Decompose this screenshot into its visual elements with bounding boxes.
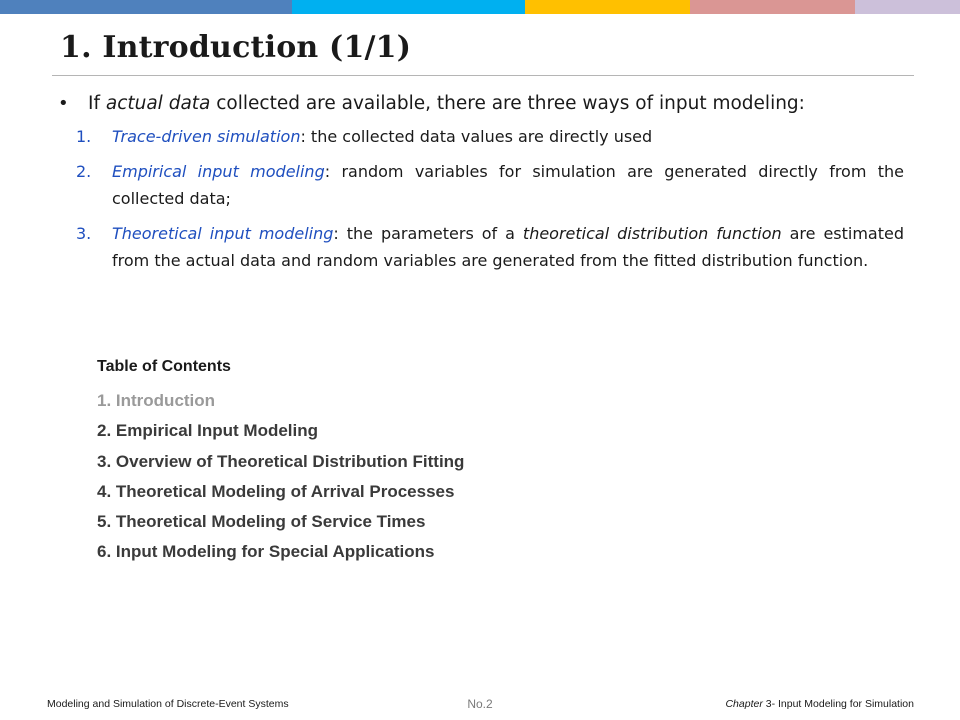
list-item-desc-a: : random variables for simulation are generated directly from the collected data;	[112, 162, 905, 208]
list-item-term: Trace-driven simulation	[112, 127, 301, 146]
toc-heading: Table of Contents	[97, 358, 231, 375]
intro-sentence	[88, 93, 805, 114]
input-modeling-ways-list	[76, 123, 904, 282]
footer-chapter-title: 3- Input Modeling for Simulation	[762, 698, 914, 710]
top-bar-segment-1	[0, 0, 292, 14]
list-item-desc-c: are estimated from the actual data and random variables are generated from the fitted distribution function.	[112, 224, 905, 270]
title-divider	[52, 75, 914, 76]
toc-item-distribution-fitting[interactable]: 3. Overview of Theoretical Distribution Fitting	[97, 451, 465, 471]
intro-before: If	[88, 93, 106, 114]
top-bar-segment-4	[690, 0, 855, 14]
top-bar-segment-2	[292, 0, 525, 14]
top-color-bar	[0, 0, 960, 14]
list-item-text	[112, 123, 904, 150]
bullet-icon: •	[58, 93, 69, 114]
footer-page-number: No.2	[467, 697, 493, 711]
toc-item-empirical[interactable]: 2. Empirical Input Modeling	[97, 421, 319, 441]
toc-item-special-applications[interactable]: 6. Input Modeling for Special Applications	[97, 542, 435, 562]
slide-title: 1. Introduction (1/1)	[60, 30, 412, 65]
list-item-number: 2.	[76, 162, 92, 181]
top-bar-segment-5	[855, 0, 960, 14]
list-item-desc-b: theoretical distribution function	[522, 224, 782, 243]
list-item-number: 3.	[76, 224, 92, 243]
toc-item-arrival-processes[interactable]: 4. Theoretical Modeling of Arrival Processes	[97, 481, 455, 501]
list-item	[76, 220, 904, 274]
list-item-number: 1.	[76, 127, 92, 146]
list-item-desc-a: : the parameters of a	[333, 224, 523, 243]
list-item	[76, 158, 904, 212]
toc-item-introduction[interactable]: 1. Introduction	[97, 391, 216, 410]
intro-emphasis: actual data	[105, 93, 211, 114]
footer-course-title: Modeling and Simulation of Discrete-Event Systems	[47, 698, 289, 710]
list-item	[76, 123, 904, 150]
footer-chapter-label: Chapter	[725, 698, 763, 710]
list-item-term: Theoretical input modeling	[112, 224, 334, 243]
footer-chapter	[725, 698, 914, 710]
table-of-contents	[97, 390, 464, 572]
list-item-text	[112, 220, 904, 274]
list-item-term: Empirical input modeling	[112, 162, 325, 181]
list-item-text	[112, 158, 904, 212]
top-bar-segment-3	[525, 0, 690, 14]
intro-after: collected are available, there are three ways of input modeling:	[210, 93, 805, 114]
list-item-desc-a: : the collected data values are directly used	[300, 127, 653, 146]
toc-item-service-times[interactable]: 5. Theoretical Modeling of Service Times	[97, 512, 426, 532]
